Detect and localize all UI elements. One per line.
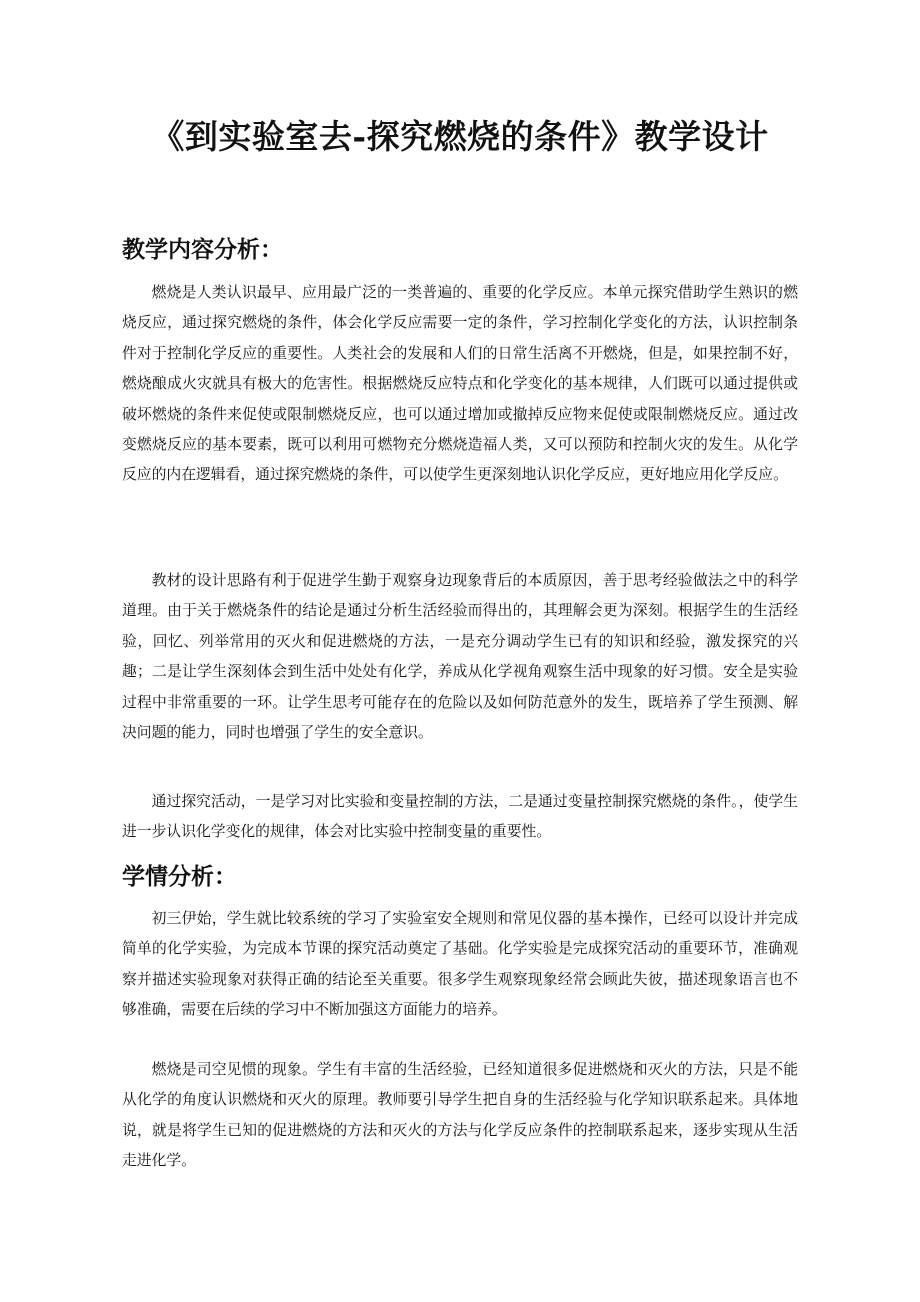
paragraph-content-analysis-1: 燃烧是人类认识最早、应用最广泛的一类普遍的、重要的化学反应。本单元探究借助学生熟识的燃烧反应，通过探究燃烧的条件，体会化学反应需要一定的条件，学习控制化学变化的方法，认识控制条件对于控制化学反应的重要性。人类社会的发展和人们的日常生活离不开燃烧，但是，如果控制不好，燃烧酿成火灾就具有极大的危害性。根据燃烧反应特点和化学变化的基本规律，人们既可以通过提供或破坏燃烧的条件来促使或限制燃烧反应，也可以通过增加或撤掉反应物来促使或限制燃烧反应。通过改变燃烧反应的基本要素，既可以利用可燃物充分燃烧造福人类，又可以预防和控制火灾的发生。从化学反应的内在逻辑看，通过探究燃烧的条件，可以使学生更深刻地认识化学反应，更好地应用化学反应。 bbox=[122, 284, 798, 484]
paragraph-student-analysis-2: 燃烧是司空见惯的现象。学生有丰富的生活经验，已经知道很多促进燃烧和灭火的方法，只是不能从化学的角度认识燃烧和灭火的原理。教师要引导学生把自身的生活经验与化学知识联系起来。具体地说，就是将学生已知的促进燃烧的方法和灭火的方法与化学反应条件的控制联系起来，逐步实现从生活走进化学。 bbox=[122, 1061, 798, 1170]
document-title: 《到实验室去-探究燃烧的条件》教学设计 bbox=[151, 117, 769, 156]
paragraph-content-analysis-2: 教材的设计思路有利于促进学生勤于观察身边现象背后的本质原因，善于思考经验做法之中的科学道理。由于关于燃烧条件的结论是通过分析生活经验而得出的，其理解会更为深刻。根据学生的生活经验，回忆、列举常用的灭火和促进燃烧的方法，一是充分调动学生已有的知识和经验，激发探究的兴趣；二是让学生深刻体会到生活中处处有化学，养成从化学视角观察生活中现象的好习惯。安全是实验过程中非常重要的一环。让学生思考可能存在的危险以及如何防范意外的发生，既培养了学生预测、解决问题的能力，同时也增强了学生的安全意识。 bbox=[122, 572, 798, 742]
section-heading-student-analysis: 学情分析： bbox=[122, 863, 237, 890]
section-heading-content-analysis: 教学内容分析： bbox=[122, 236, 283, 263]
paragraph-content-analysis-3: 通过探究活动，一是学习对比实验和变量控制的方法，二是通过变量控制探究燃烧的条件。，使学生进一步认识化学变化的规律，体会对比实验中控制变量的重要性。 bbox=[122, 793, 798, 841]
paragraph-student-analysis-1: 初三伊始，学生就比较系统的学习了实验室安全规则和常见仪器的基本操作，已经可以设计并完成简单的化学实验，为完成本节课的探究活动奠定了基础。化学实验是完成探究活动的重要环节，准确观察并描述实验现象对获得正确的结论至关重要。很多学生观察现象经常会顾此失彼，描述现象语言也不够准确，需要在后续的学习中不断加强这方面能力的培养。 bbox=[122, 910, 798, 1019]
